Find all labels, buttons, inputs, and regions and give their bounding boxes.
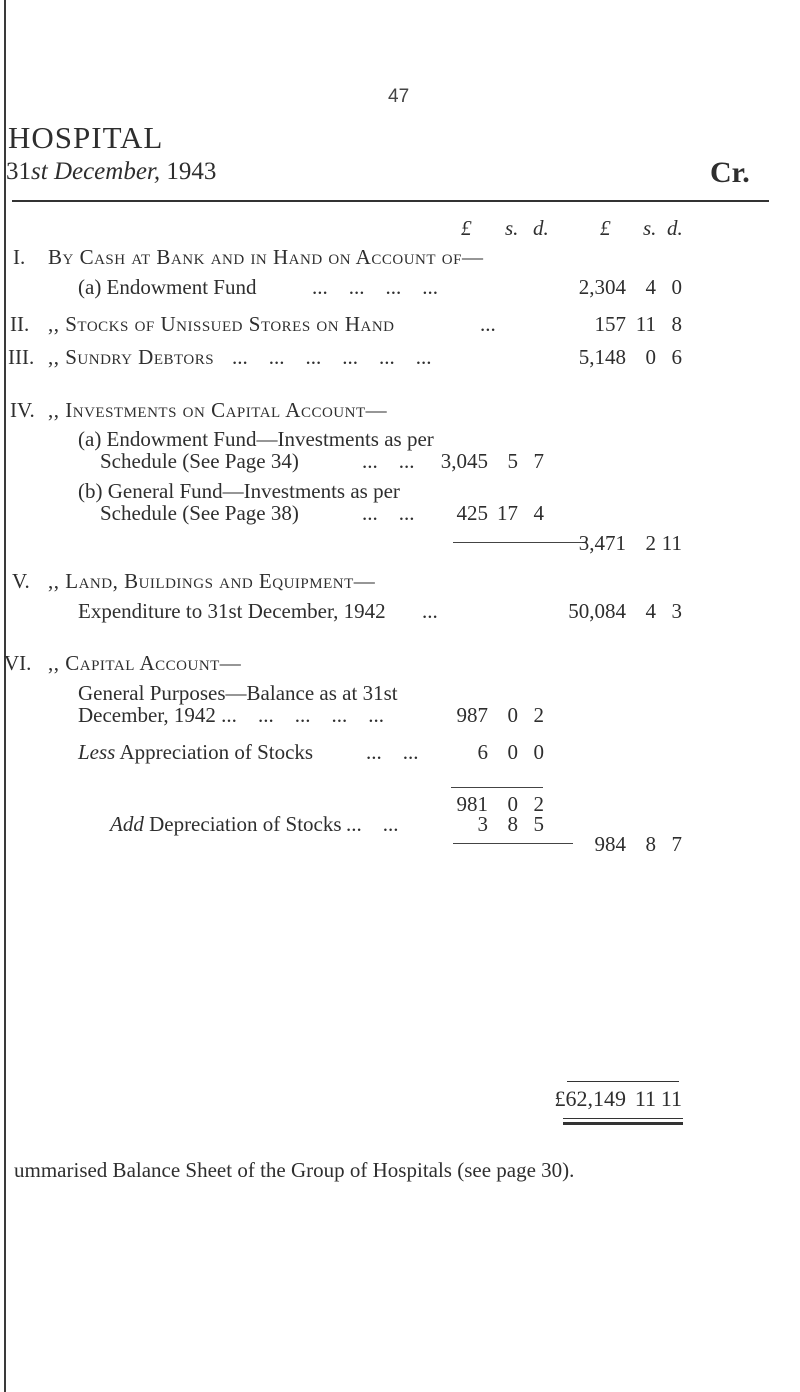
- leader-dots: ... ...: [366, 740, 419, 764]
- amount-pounds: 50,084: [568, 599, 626, 623]
- pounds-header-inner: £: [461, 216, 472, 240]
- item-text-v: ,, Land, Buildings and Equipment—: [48, 569, 376, 593]
- shillings-header-outer: s.: [643, 216, 657, 240]
- amount-shillings: 0: [507, 703, 518, 727]
- amount-shillings: 8: [645, 832, 656, 856]
- leader-dots: ... ...: [362, 449, 415, 473]
- item-text-i: By Cash at Bank and in Hand on Account of—: [48, 245, 484, 269]
- amount-shillings: 8: [507, 812, 518, 836]
- leader-dots: ...: [480, 312, 496, 336]
- amount-shillings: 0: [507, 792, 518, 816]
- amount-pence: 5: [533, 812, 544, 836]
- credit-label: Cr.: [710, 156, 750, 189]
- subtotal-rule: [451, 787, 543, 788]
- item-numeral-vi: VI.: [4, 651, 32, 675]
- page-number: 47: [388, 86, 410, 107]
- footnote: ummarised Balance Sheet of the Group of Hospitals (see page 30).: [14, 1158, 575, 1182]
- shillings-header-inner: s.: [505, 216, 519, 240]
- vi-line2: December, 1942 ...: [78, 703, 237, 727]
- leader-dots: ... ... ... ... ... ...: [232, 345, 432, 369]
- amount-shillings: 2: [645, 531, 656, 555]
- endowment-fund-label: (a) Endowment Fund: [78, 275, 257, 299]
- amount-pounds: 157: [594, 312, 626, 336]
- grand-total-shillings: 11: [634, 1086, 656, 1111]
- iv-b-line2: Schedule (See Page 38): [100, 501, 299, 525]
- amount-pounds: 987: [456, 703, 488, 727]
- less-line: Less Appreciation of Stocks: [78, 740, 314, 764]
- amount-pounds: 2,304: [578, 275, 626, 299]
- amount-pence: 8: [671, 312, 682, 336]
- item-numeral-iii: III.: [8, 345, 35, 369]
- leader-dots: ... ...: [346, 812, 399, 836]
- amount-pence: 2: [533, 792, 544, 816]
- amount-pounds: 3,045: [440, 449, 488, 473]
- amount-shillings: 5: [507, 449, 518, 473]
- amount-pounds: 6: [477, 740, 488, 764]
- amount-shillings: 4: [645, 599, 656, 623]
- amount-pounds: 425: [456, 501, 488, 525]
- grand-total-pence: 11: [660, 1086, 682, 1111]
- amount-pounds: 984: [594, 832, 626, 856]
- page-edge-line: [4, 0, 6, 1392]
- leader-dots: ... ... ... ...: [312, 275, 438, 299]
- leader-dots: ... ...: [362, 501, 415, 525]
- pounds-header-outer: £: [600, 216, 611, 240]
- amount-pence: 2: [533, 703, 544, 727]
- amount-pence: 7: [671, 832, 682, 856]
- leader-dots: ...: [422, 599, 438, 623]
- pence-header-outer: d.: [667, 216, 683, 240]
- page-heading: HOSPITAL: [8, 120, 164, 155]
- grand-total-pounds: £62,149: [554, 1086, 626, 1111]
- carry-dash: [453, 843, 573, 844]
- carry-dash: [453, 542, 587, 543]
- amount-pounds: 3,471: [578, 531, 626, 555]
- item-numeral-i: I.: [13, 245, 26, 269]
- item-text-iv: ,, Investments on Capital Account—: [48, 398, 388, 422]
- amount-shillings: 4: [645, 275, 656, 299]
- iv-b-line1: (b) General Fund—Investments as per: [78, 479, 400, 503]
- item-numeral-iv: IV.: [10, 398, 35, 422]
- item-text-iii: ,, Sundry Debtors: [48, 345, 215, 369]
- amount-shillings: 11: [635, 312, 656, 336]
- amount-pence: 11: [661, 531, 682, 555]
- vi-line1: General Purposes—Balance as at 31st: [78, 681, 398, 705]
- item-text-vi: ,, Capital Account—: [48, 651, 242, 675]
- add-line: Add Depreciation of Stocks: [110, 812, 342, 836]
- amount-pounds: 981: [456, 792, 488, 816]
- amount-shillings: 17: [497, 501, 518, 525]
- amount-pence: 6: [671, 345, 682, 369]
- amount-pence: 0: [671, 275, 682, 299]
- amount-pounds: 3: [477, 812, 488, 836]
- amount-shillings: 0: [507, 740, 518, 764]
- item-text-ii: ,, Stocks of Unissued Stores on Hand: [48, 312, 395, 336]
- total-rule-under-2: [563, 1122, 683, 1125]
- amount-shillings: 0: [645, 345, 656, 369]
- amount-pence: 0: [533, 740, 544, 764]
- total-rule-top: [567, 1081, 679, 1082]
- total-rule-under-1: [563, 1118, 683, 1119]
- v-line: Expenditure to 31st December, 1942: [78, 599, 386, 623]
- amount-pence: 4: [533, 501, 544, 525]
- iv-a-line1: (a) Endowment Fund—Investments as per: [78, 427, 434, 451]
- leader-dots: ... ... ... ...: [258, 703, 384, 727]
- pence-header-inner: d.: [533, 216, 549, 240]
- item-numeral-ii: II.: [10, 312, 30, 336]
- amount-pence: 7: [533, 449, 544, 473]
- item-numeral-v: V.: [12, 569, 30, 593]
- date-line: 31st December, 1943: [6, 158, 217, 185]
- iv-a-line2: Schedule (See Page 34): [100, 449, 299, 473]
- amount-pence: 3: [671, 599, 682, 623]
- amount-pounds: 5,148: [578, 345, 626, 369]
- header-rule: [12, 200, 769, 202]
